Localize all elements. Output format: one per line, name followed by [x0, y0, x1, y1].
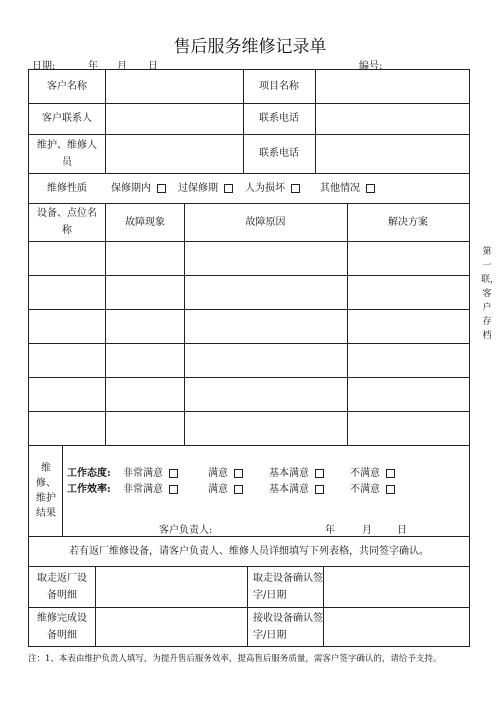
- efficiency-option-4: 不满意: [350, 480, 407, 495]
- side-copy-label: 第一联，客户存档: [481, 247, 500, 341]
- equipment-label: 设备、点位名称: [37, 208, 97, 236]
- done-label: 维修完成设备明细: [37, 613, 87, 641]
- attitude-checkbox-3[interactable]: [315, 469, 324, 478]
- customer-name-label: 客户名称: [47, 81, 87, 92]
- efficiency-option-2: 满意: [208, 480, 255, 495]
- option-expired: 过保修期: [178, 182, 218, 194]
- customer-name-field[interactable]: [106, 70, 243, 103]
- take-away-field[interactable]: [96, 566, 247, 607]
- form-title: 售后服务维修记录单: [173, 37, 327, 57]
- done-field[interactable]: [96, 607, 247, 647]
- efficiency-checkbox-4[interactable]: [386, 485, 395, 494]
- efficiency-option-3: 基本满意: [269, 480, 336, 495]
- attitude-option-2: 满意: [208, 464, 255, 479]
- eval-year: 年: [325, 525, 335, 536]
- maintainer-phone-field[interactable]: [316, 134, 469, 173]
- repair-nature-options: [111, 173, 467, 203]
- contact-phone-label: 联系电话: [259, 113, 299, 124]
- fault-phenomenon-header: 故障现象: [125, 216, 165, 228]
- efficiency-label: 工作效率:: [67, 484, 111, 495]
- efficiency-checkbox-1[interactable]: [169, 485, 178, 494]
- record-form: [28, 69, 470, 647]
- date-month: 月: [117, 61, 127, 72]
- contact-phone-field[interactable]: [316, 103, 469, 134]
- attitude-checkbox-1[interactable]: [169, 469, 178, 478]
- checkbox-damage[interactable]: [291, 184, 300, 193]
- number-label: 编号:: [359, 61, 383, 72]
- eval-month: 月: [362, 525, 372, 536]
- attitude-checkbox-4[interactable]: [386, 469, 395, 478]
- attitude-option-1: 非常满意: [123, 464, 190, 479]
- maintainer-phone-label: 联系电话: [259, 148, 299, 159]
- customer-contact-label: 客户联系人: [42, 113, 92, 124]
- checkbox-warranty[interactable]: [157, 184, 166, 193]
- option-damage: 人为损坏: [245, 182, 285, 194]
- date-day: 日: [148, 61, 158, 72]
- receive-confirm-field[interactable]: [324, 607, 469, 647]
- maintainer-field[interactable]: [106, 134, 243, 173]
- footnote: 注：1、本表由维护负责人填写，为提升售后服务效率，提高售后服务质量，需客户签字确认的，请给予支持。: [28, 654, 442, 664]
- efficiency-checkbox-2[interactable]: [234, 485, 243, 494]
- attitude-option-3: 基本满意: [269, 464, 336, 479]
- option-other: 其他情况: [320, 182, 360, 194]
- attitude-checkbox-2[interactable]: [234, 469, 243, 478]
- fault-cause-header: 故障原因: [245, 216, 286, 228]
- date-year: 年: [88, 61, 98, 72]
- option-warranty: 保修期内: [111, 182, 151, 194]
- repair-nature-label: 维修性质: [47, 182, 87, 194]
- return-note: 若有返厂维修设备，请客户负责人、维修人员详细填写下列表格，共同签字确认。: [69, 545, 429, 557]
- attitude-label: 工作态度:: [67, 468, 111, 479]
- checkbox-other[interactable]: [366, 184, 375, 193]
- customer-contact-field[interactable]: [106, 103, 243, 134]
- efficiency-option-1: 非常满意: [123, 480, 190, 495]
- maintainer-label: 维护、维修人员: [37, 139, 97, 168]
- efficiency-checkbox-3[interactable]: [315, 485, 324, 494]
- project-name-label: 项目名称: [259, 81, 299, 92]
- solution-header: 解决方案: [388, 216, 428, 228]
- attitude-option-4: 不满意: [350, 464, 407, 479]
- evaluation-label: 维修、维护结果: [36, 463, 56, 519]
- take-confirm-label: 取走设备确认签字/日期: [253, 572, 323, 601]
- take-confirm-field[interactable]: [324, 566, 469, 607]
- receive-confirm-label: 接收设备确认签字/日期: [253, 613, 323, 641]
- date-label: 日期:: [32, 61, 56, 72]
- checkbox-expired[interactable]: [224, 184, 233, 193]
- responsible-label: 客户负责人:: [159, 525, 213, 536]
- project-name-field[interactable]: [316, 70, 469, 103]
- take-away-label: 取走返厂设备明细: [37, 572, 87, 601]
- eval-day: 日: [397, 525, 407, 536]
